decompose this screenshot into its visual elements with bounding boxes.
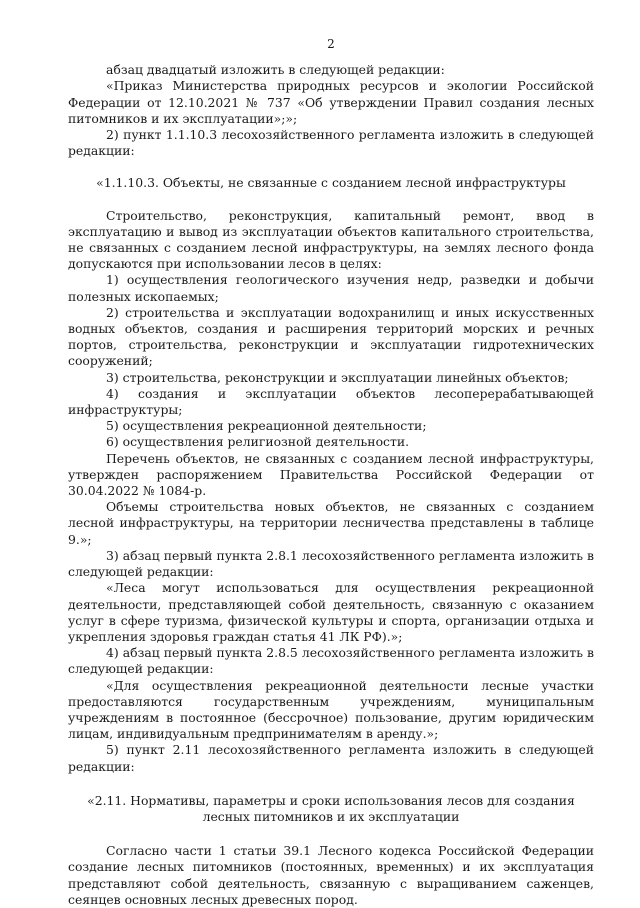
spacer	[68, 825, 594, 843]
document-body	[68, 62, 594, 908]
spacer	[68, 775, 594, 793]
paragraph: 2) пункт 1.1.10.3 лесохозяйственного регламента изложить в следующей редакции:	[68, 127, 594, 159]
paragraph: «Леса могут использоваться для осуществления рекреационной деятельности, представляющей собой деятельность, связанную с оказанием услуг в сфере туризма, физической культуры и спорта, организации отдыха и укрепления здоровья граждан статья 41 ЛК РФ).»;	[68, 580, 594, 644]
paragraph: Объемы строительства новых объектов, не связанных с созданием лесной инфраструктуры, на территории лесничества представлены в таблице 9.»;	[68, 499, 594, 547]
paragraph: 3) строительства, реконструкции и эксплуатации линейных объектов;	[106, 369, 569, 385]
paragraph: 2) строительства и эксплуатации водохранилищ и иных искусственных водных объектов, создания и расширения территорий морских и речных портов, строительства, реконструкции и эксплуатации гидротехнических сооружений;	[68, 304, 594, 369]
spacer	[68, 192, 594, 208]
section-heading: «2.11. Нормативы, параметры и сроки использования лесов для создания лесных питомников и их эксплуатации	[87, 792, 575, 824]
page-number: 2	[327, 37, 335, 51]
paragraph: 6) осуществления религиозной деятельности.	[106, 434, 410, 450]
paragraph: 5) осуществления рекреационной деятельности;	[106, 418, 427, 434]
paragraph: Согласно части 1 статьи 39.1 Лесного кодекса Российской Федерации создание лесных питомников (постоянных, временных) и их эксплуатация представляют собой деятельность, связанную с выращиванием саженцев, сеянцев основных лесных древесных пород.	[68, 843, 594, 907]
document-page	[68, 36, 594, 908]
paragraph: «Приказ Министерства природных ресурсов и экологии Российской Федерации от 12.10.2021 № 737 «Об утверждении Правил создания лесных питомников и их эксплуатации»;»;	[68, 78, 594, 126]
section-heading: «1.1.10.3. Объекты, не связанные с созданием лесной инфраструктуры	[96, 175, 566, 191]
paragraph: 4) абзац первый пункта 2.8.5 лесохозяйственного регламента изложить в следующей редакции:	[68, 645, 594, 677]
paragraph: 3) абзац первый пункта 2.8.1 лесохозяйственного регламента изложить в следующей редакции:	[68, 547, 594, 580]
paragraph: Строительство, реконструкция, капитальный ремонт, ввод в эксплуатацию и вывод из эксплуатации объектов капитального строительства, не связанных с созданием лесной инфраструктуры, на землях лесного фонда допускаются при использовании лесов в целях:	[68, 207, 594, 272]
paragraph: Перечень объектов, не связанных с созданием лесной инфраструктуры, утвержден распоряжением Правительства Российской Федерации от 30.04.2022 № 1084-р.	[68, 450, 594, 499]
paragraph: абзац двадцатый изложить в следующей редакции:	[106, 62, 445, 78]
paragraph: 5) пункт 2.11 лесохозяйственного регламента изложить в следующей редакции:	[68, 742, 594, 774]
paragraph: «Для осуществления рекреационной деятельности лесные участки предоставляются государственным учреждениям, муниципальным учреждениям в постоянное (бессрочное) пользование, другим юридическим лицам, индивидуальным предпринимателям в аренду.»;	[68, 677, 594, 742]
spacer	[68, 159, 594, 175]
paragraph: 4) создания и эксплуатации объектов лесоперерабатывающей инфраструктуры;	[68, 385, 594, 418]
paragraph: 1) осуществления геологического изучения недр, разведки и добычи полезных ископаемых;	[68, 272, 594, 304]
